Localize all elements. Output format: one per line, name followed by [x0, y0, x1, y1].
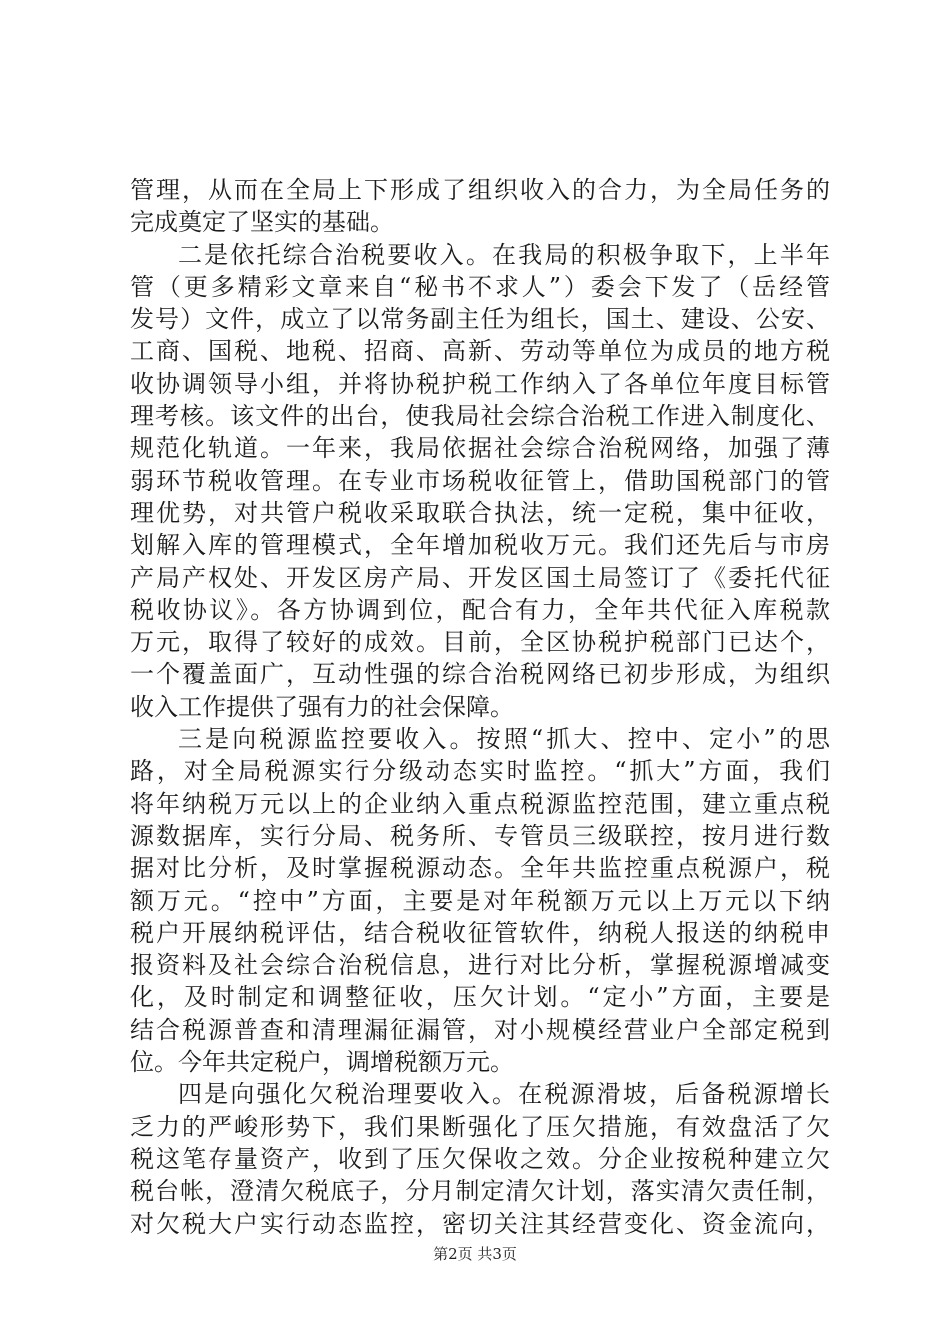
text-line: 管（更多精彩文章来自“秘书不求人”）委会下发了（岳经管	[130, 272, 830, 301]
text-line: 税这笔存量资产，收到了压欠保收之效。分企业按税种建立欠	[130, 1144, 830, 1173]
text-line: 据对比分析，及时掌握税源动态。全年共监控重点税源户，税	[130, 854, 830, 883]
text-line: 三是向税源监控要收入。按照“抓大、控中、定小”的思	[178, 725, 830, 754]
document-body	[130, 174, 830, 1240]
text-line: 一个覆盖面广，互动性强的综合治税网络已初步形成，为组织	[130, 660, 830, 689]
text-line: 二是依托综合治税要收入。在我局的积极争取下，上半年	[178, 240, 830, 269]
text-line: 产局产权处、开发区房产局、开发区国土局签订了《委托代征	[130, 563, 830, 592]
text-line: 对欠税大户实行动态监控，密切关注其经营变化、资金流向，	[130, 1209, 830, 1238]
text-line: 理优势，对共管户税收采取联合执法，统一定税，集中征收，	[130, 498, 830, 527]
text-line: 乏力的严峻形势下，我们果断强化了压欠措施，有效盘活了欠	[130, 1112, 830, 1141]
text-line: 结合税源普查和清理漏征漏管，对小规模经营业户全部定税到	[130, 1015, 830, 1044]
paragraph	[130, 1078, 830, 1239]
text-line: 额万元。“控中”方面，主要是对年税额万元以上万元以下纳	[130, 886, 830, 915]
text-line: 规范化轨道。一年来，我局依据社会综合治税网络，加强了薄	[130, 434, 830, 463]
paragraph	[130, 174, 830, 239]
text-line: 将年纳税万元以上的企业纳入重点税源监控范围，建立重点税	[130, 789, 830, 818]
page-footer: 第2页 共3页	[433, 1245, 517, 1263]
text-line: 划解入库的管理模式，全年增加税收万元。我们还先后与市房	[130, 531, 830, 560]
paragraph	[130, 239, 830, 723]
text-line: 源数据库，实行分局、税务所、专管员三级联控，按月进行数	[130, 821, 830, 850]
text-line: 发号）文件，成立了以常务副主任为组长，国土、建设、公安、	[130, 305, 830, 334]
paragraph	[130, 723, 830, 1078]
text-line: 税户开展纳税评估，结合税收征管软件，纳税人报送的纳税申	[130, 918, 830, 947]
text-line: 税收协议》。各方协调到位，配合有力，全年共代征入库税款	[130, 595, 830, 624]
text-line: 收入工作提供了强有力的社会保障。	[130, 692, 514, 721]
text-line: 税台帐，澄清欠税底子，分月制定清欠计划，落实清欠责任制，	[130, 1177, 830, 1206]
text-line: 四是向强化欠税治理要收入。在税源滑坡，后备税源增长	[178, 1080, 830, 1109]
text-line: 路，对全局税源实行分级动态实时监控。“抓大”方面，我们	[130, 757, 830, 786]
text-line: 完成奠定了坚实的基础。	[130, 208, 394, 237]
text-line: 化，及时制定和调整征收，压欠计划。“定小”方面，主要是	[130, 983, 830, 1012]
text-line: 位。今年共定税户，调增税额万元。	[130, 1048, 514, 1077]
text-line: 管理，从而在全局上下形成了组织收入的合力，为全局任务的	[130, 176, 830, 204]
text-line: 报资料及社会综合治税信息，进行对比分析，掌握税源增减变	[130, 951, 830, 980]
text-line: 万元，取得了较好的成效。目前，全区协税护税部门已达个，	[130, 628, 830, 657]
text-line: 工商、国税、地税、招商、高新、劳动等单位为成员的地方税	[130, 337, 830, 366]
text-line: 收协调领导小组，并将协税护税工作纳入了各单位年度目标管	[130, 369, 830, 398]
text-line: 理考核。该文件的出台，使我局社会综合治税工作进入制度化、	[130, 402, 830, 431]
text-line: 弱环节税收管理。在专业市场税收征管上，借助国税部门的管	[130, 466, 830, 495]
